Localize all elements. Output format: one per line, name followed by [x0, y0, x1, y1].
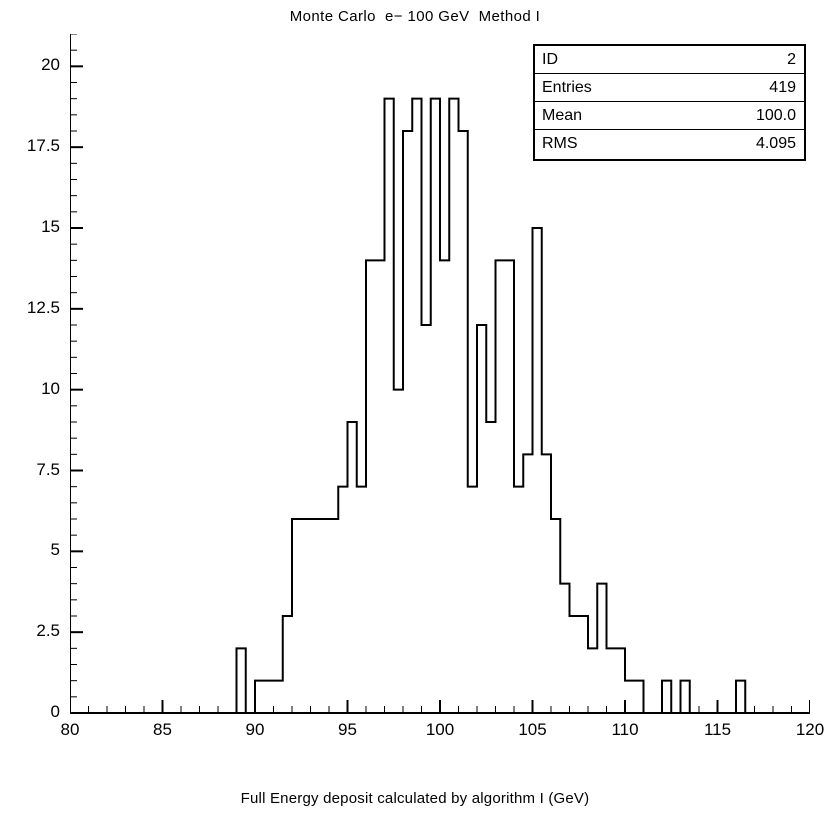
statistics-box	[533, 44, 806, 161]
histogram-outline	[70, 99, 810, 713]
x-tick-label: 95	[338, 720, 357, 739]
x-tick-label: 100	[425, 720, 455, 739]
x-tick-label: 105	[518, 720, 547, 739]
y-tick-label: 0	[50, 702, 60, 721]
stats-row	[535, 130, 804, 157]
stats-row	[535, 46, 804, 74]
stats-value: 419	[769, 78, 796, 96]
x-tick-label: 80	[60, 720, 80, 739]
stats-row	[535, 74, 804, 102]
y-tick-label: 2.5	[36, 621, 60, 641]
y-tick-label: 17.5	[26, 136, 60, 156]
x-tick-label: 110	[611, 720, 639, 739]
x-tick-label: 115	[703, 720, 732, 739]
stats-value: 4.095	[755, 134, 796, 152]
stats-value: 100.0	[755, 106, 796, 124]
y-axis-ticks	[70, 34, 83, 713]
y-tick-label: 20	[41, 55, 60, 75]
y-tick-label: 12.5	[26, 297, 60, 317]
y-tick-label: 10	[41, 378, 60, 398]
x-axis-ticks	[70, 700, 810, 713]
x-axis-label: Full Energy deposit calculated by algorithm I (GeV)	[240, 790, 590, 807]
y-tick-label: 5	[50, 540, 60, 560]
y-tick-label: 15	[41, 217, 60, 236]
stats-key: ID	[542, 50, 558, 68]
stats-key: Entries	[542, 78, 592, 96]
stats-key: RMS	[542, 134, 578, 152]
x-tick-label: 85	[153, 720, 172, 739]
x-tick-label: 90	[245, 720, 265, 739]
stats-row	[535, 102, 804, 130]
stats-value: 2	[787, 50, 796, 68]
chart-title: Monte Carlo e− 100 GeV Method I	[289, 8, 541, 25]
y-tick-label: 7.5	[36, 459, 60, 479]
stats-key: Mean	[542, 106, 583, 124]
x-tick-label: 120	[795, 720, 825, 739]
